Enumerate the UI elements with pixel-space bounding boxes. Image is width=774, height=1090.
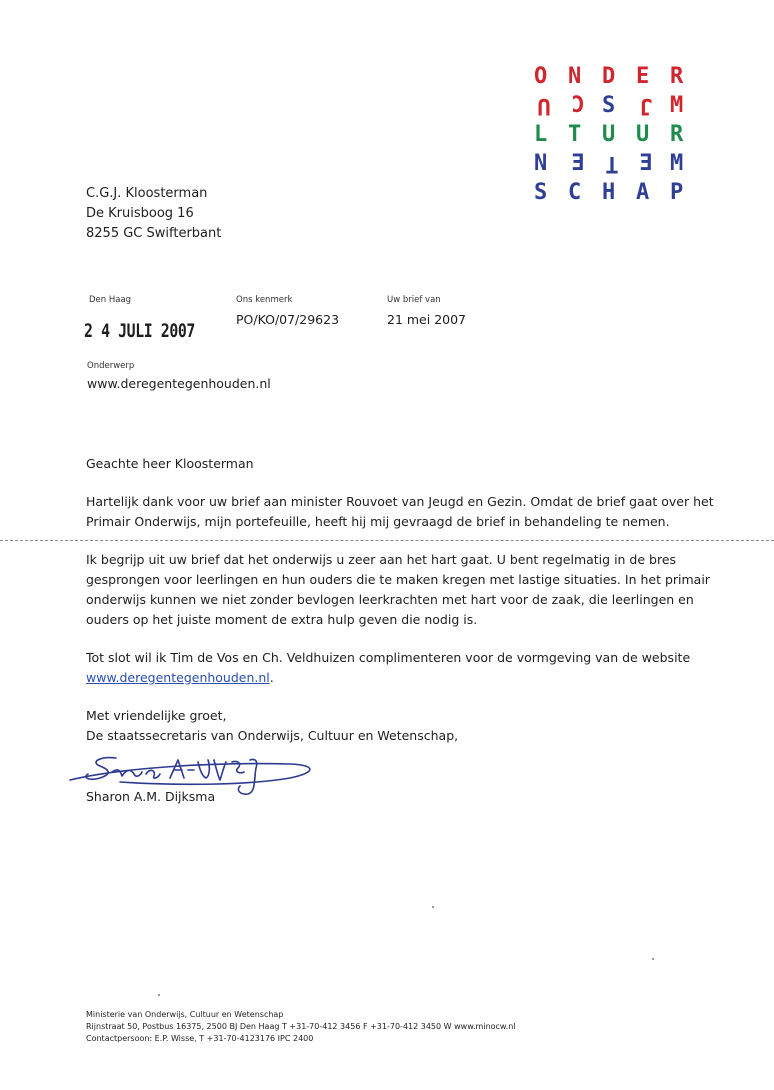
logo-row — [534, 149, 704, 178]
logo-letter: S — [602, 93, 616, 118]
footer — [86, 1009, 516, 1045]
letter-date: 2 4 JULI 2007 — [84, 320, 195, 342]
ministry-logo — [534, 62, 704, 207]
closing — [86, 706, 458, 746]
logo-letter: T — [605, 151, 619, 176]
paragraph-line: gesprongen voor leerlingen en hun ouders die te maken kregen met lastige situaties. In het primair — [86, 572, 710, 587]
logo-letter: H — [602, 180, 616, 205]
logo-row — [534, 91, 704, 120]
logo-letter: C — [568, 180, 582, 205]
footer-address: Rijnstraat 50, Postbus 16375, 2500 BJ Den Haag T +31-70-412 3456 F +31-70-412 3450 W www.minocw.nl — [86, 1022, 516, 1031]
reference-label: Ons kenmerk — [236, 295, 293, 305]
logo-letter: U — [602, 122, 616, 147]
recipient-address — [86, 184, 221, 244]
logo-letter: E — [636, 64, 650, 89]
link-period: . — [269, 670, 274, 685]
website-link[interactable]: www.deregentegenhouden.nl — [86, 670, 270, 685]
scan-speck — [158, 994, 160, 996]
logo-letter: A — [636, 180, 650, 205]
scan-speck — [652, 958, 654, 960]
logo-letter: M — [670, 151, 684, 176]
logo-letter: E — [571, 151, 585, 176]
paragraph-3 — [86, 648, 690, 688]
subject-value: www.deregentegenhouden.nl — [87, 376, 271, 391]
logo-row — [534, 120, 704, 149]
paragraph-line: Ik begrijp uit uw brief dat het onderwijs u zeer aan het hart gaat. U bent regelmatig in de bres — [86, 552, 677, 567]
logo-letter: E — [639, 151, 653, 176]
paragraph-2 — [86, 550, 710, 630]
recipient-street: De Kruisboog 16 — [86, 206, 194, 221]
paragraph-line: Tot slot wil ik Tim de Vos en Ch. Veldhuizen complimenteren voor de vormgeving van de website — [86, 650, 691, 665]
salutation: Geachte heer Kloosterman — [86, 456, 254, 471]
paragraph-line: Hartelijk dank voor uw brief aan minister Rouvoet van Jeugd en Gezin. Omdat de brief gaat over het — [86, 494, 714, 509]
logo-letter: S — [534, 180, 548, 205]
paragraph-line: onderwijs kunnen we niet zonder bevlogen leerkrachten met hart voor de zaak, die leerlingen en — [86, 592, 694, 607]
your-letter-date: 21 mei 2007 — [387, 312, 467, 327]
logo-letter: M — [670, 93, 684, 118]
logo-letter: U — [636, 122, 650, 147]
paragraph-1 — [86, 492, 714, 532]
logo-row — [534, 178, 704, 207]
scan-speck — [432, 906, 434, 908]
logo-letter: C — [571, 93, 585, 118]
paragraph-line: ouders op het juiste moment de extra hulp geven die nodig is. — [86, 612, 478, 627]
logo-letter: D — [602, 64, 616, 89]
closing-greeting: Met vriendelijke groet, — [86, 708, 227, 723]
subject-label: Onderwerp — [87, 361, 135, 371]
logo-letter: J — [639, 93, 653, 118]
paragraph-line — [86, 668, 690, 688]
logo-row — [534, 62, 704, 91]
signer-name: Sharon A.M. Dijksma — [86, 789, 216, 804]
logo-letter: N — [568, 64, 582, 89]
logo-letter: U — [537, 93, 551, 118]
footer-ministry: Ministerie van Onderwijs, Cultuur en Wetenschap — [86, 1010, 284, 1019]
closing-title: De staatssecretaris van Onderwijs, Cultuur en Wetenschap, — [86, 728, 459, 743]
recipient-name: C.G.J. Kloosterman — [86, 186, 208, 201]
reference-value: PO/KO/07/29623 — [236, 312, 340, 327]
logo-letter: T — [568, 122, 582, 147]
logo-letter: N — [534, 151, 548, 176]
logo-letter: P — [670, 180, 684, 205]
logo-letter: O — [534, 64, 548, 89]
footer-contact: Contactpersoon: E.P. Wisse, T +31-70-4123176 IPC 2400 — [86, 1034, 314, 1043]
place-label: Den Haag — [89, 295, 132, 305]
your-letter-label: Uw brief van — [387, 295, 441, 305]
logo-letter: L — [534, 122, 548, 147]
recipient-city: 8255 GC Swifterbant — [86, 226, 222, 241]
logo-letter: R — [670, 64, 684, 89]
paragraph-line: Primair Onderwijs, mijn portefeuille, heeft hij mij gevraagd de brief in behandeling te nemen. — [86, 514, 670, 529]
logo-letter: R — [670, 122, 684, 147]
scan-fold-line — [0, 540, 774, 541]
